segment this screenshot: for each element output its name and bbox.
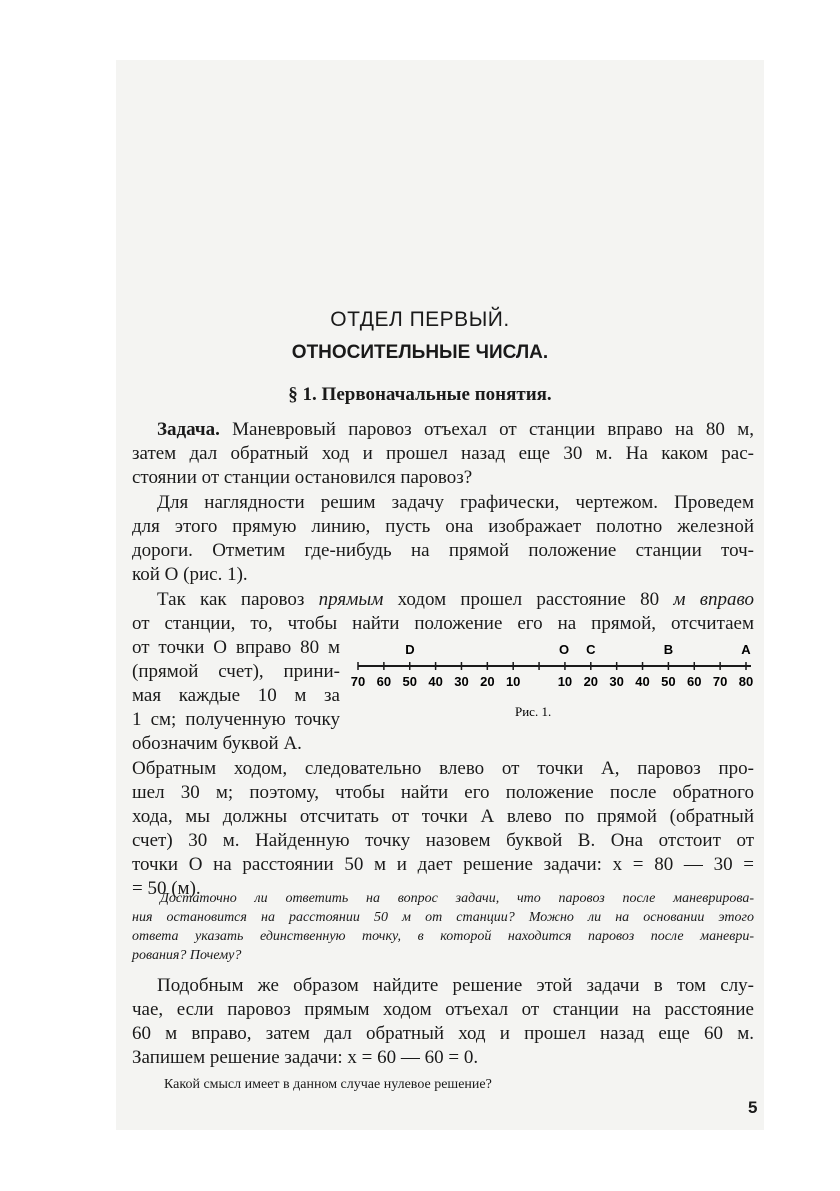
para3-left-5: обозначим буквой А. bbox=[132, 733, 302, 754]
para3-line-full-1: Обратным ходом, следовательно влево от точки А, паровоз про- bbox=[132, 758, 754, 779]
point-label-d: D bbox=[405, 642, 415, 657]
point-label-b: B bbox=[663, 642, 674, 657]
note-line-2: ния остановится на расстоянии 50 м от станции? Можно ли на основании этого bbox=[132, 910, 754, 925]
problem-line-1: Задача. Маневровый паровоз отъехал от станции вправо на 80 м, bbox=[157, 419, 754, 440]
section-title: ОТДЕЛ ПЕРВЫЙ. bbox=[330, 308, 510, 331]
question-text: Какой смысл имеет в данном случае нулевое решение? bbox=[164, 1077, 492, 1092]
para3-line-full-3: хода, мы должны отсчитать от точки А влево по прямой (обратный bbox=[132, 806, 754, 827]
para4-line-1: Подобным же образом найдите решение этой задачи в том слу- bbox=[157, 975, 754, 996]
para3-line-2: от станции, то, чтобы найти положение его на прямой, отсчитаем bbox=[132, 613, 754, 634]
tick-label: 20 bbox=[480, 674, 495, 689]
para3-line-full-5: точки О на расстоянии 50 м и дает решение задачи: x = 80 — 30 = bbox=[132, 854, 754, 875]
para3-left-1: от точки О вправо 80 м bbox=[132, 637, 340, 658]
tick-label: 30 bbox=[609, 674, 624, 689]
para4-line-3: 60 м вправо, затем дал обратный ход и прошел назад еще 60 м. bbox=[132, 1023, 754, 1044]
tick-label: 20 bbox=[583, 674, 599, 689]
page-number: 5 bbox=[748, 1098, 758, 1117]
figure-caption: Рис. 1. bbox=[515, 704, 552, 719]
para2-line-3: дороги. Отметим где-нибудь на прямой положение станции точ- bbox=[132, 540, 754, 561]
tick-label: 10 bbox=[505, 674, 521, 689]
tick-label: 50 bbox=[402, 674, 417, 689]
tick-label: 40 bbox=[428, 674, 443, 689]
tick-label: 50 bbox=[661, 674, 676, 689]
tick-label: 70 bbox=[350, 674, 366, 689]
tick-label: 60 bbox=[376, 674, 392, 689]
problem-line-3: стоянии от станции остановился паровоз? bbox=[132, 467, 473, 488]
para4-line-2: чае, если паровоз прямым ходом отъехал от станции на расстояние bbox=[132, 999, 754, 1020]
point-label-c: C bbox=[586, 642, 596, 657]
tick-label: 10 bbox=[557, 674, 573, 689]
para2-line-1: Для наглядности решим задачу графически, чертежом. Проведем bbox=[157, 492, 754, 513]
tick-label: 70 bbox=[712, 674, 728, 689]
para3-left-2: (прямой счет), прини- bbox=[132, 661, 340, 682]
point-label-o: O bbox=[559, 642, 570, 657]
para3-line-full-6: = 50 (м). bbox=[132, 878, 201, 899]
para3-left-4: 1 см; полученную точку bbox=[132, 709, 340, 730]
tick-label: 80 bbox=[738, 674, 754, 689]
note-line-1: Достаточно ли ответить на вопрос задачи, что паровоз после маневрирова- bbox=[160, 891, 754, 906]
paragraph-title: § 1. Первоначальные понятия. bbox=[288, 384, 552, 405]
para2-line-4: кой О (рис. 1). bbox=[132, 564, 248, 585]
tick-label: 40 bbox=[635, 674, 650, 689]
tick-label: 60 bbox=[687, 674, 702, 689]
point-label-a: A bbox=[741, 642, 751, 657]
para3-left-3: мая каждые 10 м за bbox=[132, 685, 340, 706]
para3-line-full-2: шел 30 м; поэтому, чтобы найти его положение после обратного bbox=[132, 782, 754, 803]
tick-label: 30 bbox=[454, 674, 469, 689]
para2-line-2: для этого прямую линию, пусть она изображает полотно железной bbox=[132, 516, 754, 537]
problem-line-2: затем дал обратный ход и прошел назад еще 30 м. На каком рас- bbox=[132, 443, 754, 464]
number-line-figure bbox=[348, 640, 758, 720]
para3-line-1: Так как паровоз прямым ходом прошел расстояние 80 м вправо bbox=[157, 589, 754, 610]
note-line-3: ответа указать единственную точку, в которой находится паровоз после маневри- bbox=[132, 929, 754, 944]
note-line-4: рования? Почему? bbox=[132, 948, 242, 963]
para3-line-full-4: счет) 30 м. Найденную точку назовем буквой В. Она отстоит от bbox=[132, 830, 754, 851]
chapter-title: ОТНОСИТЕЛЬНЫЕ ЧИСЛА. bbox=[291, 342, 549, 363]
para4-line-4: Запишем решение задачи: x = 60 — 60 = 0. bbox=[132, 1047, 479, 1068]
